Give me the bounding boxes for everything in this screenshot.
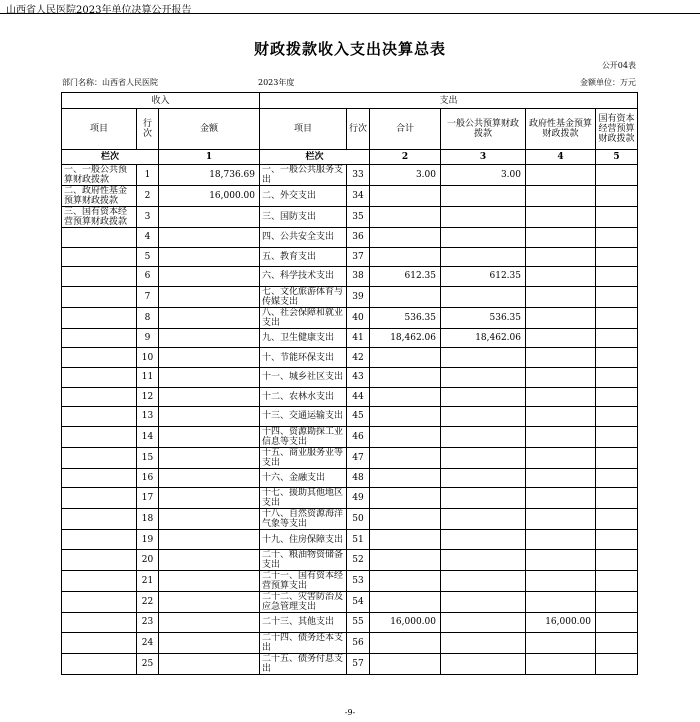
table-row: [62, 367, 638, 387]
income-amount: 16,000.00: [159, 186, 260, 207]
income-amount: [159, 407, 260, 427]
table-row: [62, 653, 638, 674]
total-amount: [370, 407, 441, 427]
state-capital-amount: [596, 307, 638, 328]
income-amount: [159, 387, 260, 407]
fiscal-year: 2023年度: [258, 78, 295, 87]
table-row: [62, 286, 638, 307]
income-row-no: 17: [137, 488, 159, 509]
fund-budget-amount: [526, 207, 596, 228]
state-capital-amount: [596, 509, 638, 530]
general-budget-amount: 3.00: [441, 165, 526, 186]
general-budget-amount: [441, 468, 526, 488]
income-amount: [159, 530, 260, 550]
index-label: 栏次: [62, 150, 159, 165]
fund-budget-amount: [526, 509, 596, 530]
income-amount: [159, 488, 260, 509]
general-budget-amount: [441, 653, 526, 674]
expense-item: 十四、资源勘探工业信息等支出: [260, 426, 347, 447]
income-row-no: 14: [137, 426, 159, 447]
income-item: [62, 488, 137, 509]
income-row-no: 2: [137, 186, 159, 207]
income-item: [62, 407, 137, 427]
total-amount: [370, 426, 441, 447]
total-amount: [370, 632, 441, 653]
fund-budget-amount: [526, 165, 596, 186]
income-amount: [159, 468, 260, 488]
total-amount: [370, 570, 441, 591]
expense-item: 二十四、债务还本支出: [260, 632, 347, 653]
expense-row-no: 33: [347, 165, 370, 186]
fund-budget-amount: [526, 468, 596, 488]
income-amount: [159, 328, 260, 348]
state-capital-amount: [596, 488, 638, 509]
index-5: 5: [596, 150, 638, 165]
total-amount: [370, 387, 441, 407]
table-row: [62, 612, 638, 632]
index-2: 2: [370, 150, 441, 165]
expense-row-no: 35: [347, 207, 370, 228]
general-budget-amount: 18,462.06: [441, 328, 526, 348]
expense-row-no: 43: [347, 367, 370, 387]
income-item: [62, 570, 137, 591]
fund-budget-amount: [526, 348, 596, 368]
income-row-no: 23: [137, 612, 159, 632]
total-amount: [370, 186, 441, 207]
income-amount: 18,736.69: [159, 165, 260, 186]
expense-item: 二十一、国有资本经营预算支出: [260, 570, 347, 591]
total-amount: [370, 207, 441, 228]
total-amount: [370, 509, 441, 530]
expense-item: 十一、城乡社区支出: [260, 367, 347, 387]
header-general-budget: 一般公共预算财政拨款: [441, 109, 526, 150]
state-capital-amount: [596, 570, 638, 591]
income-row-no: 20: [137, 549, 159, 570]
expense-row-no: 48: [347, 468, 370, 488]
income-item: [62, 632, 137, 653]
total-amount: [370, 468, 441, 488]
income-item: [62, 468, 137, 488]
income-item: [62, 328, 137, 348]
expense-item: 十八、自然资源海洋气象等支出: [260, 509, 347, 530]
income-item: [62, 426, 137, 447]
income-amount: [159, 367, 260, 387]
income-amount: [159, 632, 260, 653]
page-title: 财政拨款收入支出决算总表: [253, 40, 446, 58]
general-budget-amount: [441, 447, 526, 468]
fund-budget-amount: [526, 653, 596, 674]
table-row: [62, 165, 638, 186]
expense-row-no: 36: [347, 228, 370, 248]
general-budget-amount: [441, 387, 526, 407]
state-capital-amount: [596, 207, 638, 228]
expense-item: 十六、金融支出: [260, 468, 347, 488]
header-income-row-no: 行次: [137, 109, 159, 150]
income-row-no: 1: [137, 165, 159, 186]
header-expense-item: 项目: [260, 109, 347, 150]
expense-row-no: 55: [347, 612, 370, 632]
table-row: [62, 407, 638, 427]
state-capital-amount: [596, 367, 638, 387]
expense-row-no: 34: [347, 186, 370, 207]
general-budget-amount: [441, 530, 526, 550]
state-capital-amount: [596, 530, 638, 550]
income-item: [62, 307, 137, 328]
income-row-no: 13: [137, 407, 159, 427]
general-budget-amount: [441, 591, 526, 612]
expense-item: 四、公共安全支出: [260, 228, 347, 248]
index-label-2: 栏次: [260, 150, 370, 165]
total-amount: [370, 286, 441, 307]
expense-item: 二十、粮油物资储备支出: [260, 549, 347, 570]
income-item: [62, 267, 137, 287]
expense-section-label: 支出: [260, 93, 638, 109]
income-item: 一、一般公共预算财政拨款: [62, 165, 137, 186]
income-row-no: 9: [137, 328, 159, 348]
general-budget-amount: [441, 367, 526, 387]
general-budget-amount: [441, 348, 526, 368]
state-capital-amount: [596, 186, 638, 207]
expense-item: 一、一般公共服务支出: [260, 165, 347, 186]
fund-budget-amount: [526, 228, 596, 248]
expense-item: 二、外交支出: [260, 186, 347, 207]
income-item: [62, 549, 137, 570]
income-row-no: 22: [137, 591, 159, 612]
expense-row-no: 38: [347, 267, 370, 287]
fund-budget-amount: [526, 307, 596, 328]
table-row: [62, 307, 638, 328]
income-amount: [159, 207, 260, 228]
fund-budget-amount: [526, 387, 596, 407]
general-budget-amount: 536.35: [441, 307, 526, 328]
income-row-no: 5: [137, 247, 159, 267]
expense-item: 十七、援助其他地区支出: [260, 488, 347, 509]
expense-row-no: 37: [347, 247, 370, 267]
income-amount: [159, 247, 260, 267]
total-amount: 536.35: [370, 307, 441, 328]
general-budget-amount: [441, 509, 526, 530]
header-expense-row-no: 行次: [347, 109, 370, 150]
fund-budget-amount: [526, 591, 596, 612]
form-number: 公开04表: [601, 61, 636, 70]
state-capital-amount: [596, 653, 638, 674]
table-row: [62, 247, 638, 267]
fund-budget-amount: [526, 447, 596, 468]
general-budget-amount: [441, 207, 526, 228]
fund-budget-amount: [526, 570, 596, 591]
general-budget-amount: [441, 570, 526, 591]
fund-budget-amount: [526, 247, 596, 267]
general-budget-amount: [441, 247, 526, 267]
total-amount: [370, 447, 441, 468]
income-row-no: 10: [137, 348, 159, 368]
expense-item: 十二、农林水支出: [260, 387, 347, 407]
table-row: [62, 328, 638, 348]
expense-row-no: 50: [347, 509, 370, 530]
income-row-no: 25: [137, 653, 159, 674]
state-capital-amount: [596, 549, 638, 570]
income-row-no: 4: [137, 228, 159, 248]
table-row: [62, 426, 638, 447]
column-index-row: [62, 150, 638, 165]
income-item: [62, 591, 137, 612]
section-header-row: [62, 93, 638, 109]
expense-row-no: 40: [347, 307, 370, 328]
income-amount: [159, 612, 260, 632]
income-item: 二、政府性基金预算财政拨款: [62, 186, 137, 207]
table-row: [62, 447, 638, 468]
income-amount: [159, 591, 260, 612]
department-name: 部门名称：山西省人民医院: [62, 78, 158, 87]
income-row-no: 18: [137, 509, 159, 530]
table-row: [62, 632, 638, 653]
state-capital-amount: [596, 228, 638, 248]
column-header-row: [62, 109, 638, 150]
expense-row-no: 45: [347, 407, 370, 427]
header-income-item: 项目: [62, 109, 137, 150]
table-row: [62, 591, 638, 612]
income-amount: [159, 348, 260, 368]
table-row: [62, 387, 638, 407]
index-1: 1: [159, 150, 260, 165]
expense-item: 二十二、灾害防治及应急管理支出: [260, 591, 347, 612]
expense-row-no: 57: [347, 653, 370, 674]
expense-row-no: 44: [347, 387, 370, 407]
income-row-no: 6: [137, 267, 159, 287]
page-number: -9-: [344, 708, 356, 717]
income-row-no: 16: [137, 468, 159, 488]
general-budget-amount: [441, 186, 526, 207]
general-budget-amount: [441, 286, 526, 307]
table-row: [62, 468, 638, 488]
expense-item: 十三、交通运输支出: [260, 407, 347, 427]
total-amount: [370, 488, 441, 509]
amount-unit: 金额单位：万元: [580, 78, 636, 87]
fund-budget-amount: [526, 549, 596, 570]
total-amount: [370, 228, 441, 248]
expense-item: 二十五、债务付息支出: [260, 653, 347, 674]
header-fund-budget: 政府性基金预算财政拨款: [526, 109, 596, 150]
header-amount: 金额: [159, 109, 260, 150]
income-amount: [159, 447, 260, 468]
total-amount: 18,462.06: [370, 328, 441, 348]
general-budget-amount: 612.35: [441, 267, 526, 287]
total-amount: [370, 530, 441, 550]
expense-item: 十、节能环保支出: [260, 348, 347, 368]
income-amount: [159, 509, 260, 530]
state-capital-amount: [596, 591, 638, 612]
expense-item: 九、卫生健康支出: [260, 328, 347, 348]
fund-budget-amount: [526, 530, 596, 550]
income-item: 三、国有资本经营预算财政拨款: [62, 207, 137, 228]
state-capital-amount: [596, 348, 638, 368]
fund-budget-amount: [526, 488, 596, 509]
table-row: [62, 348, 638, 368]
income-row-no: 8: [137, 307, 159, 328]
expense-item: 七、文化旅游体育与传媒支出: [260, 286, 347, 307]
expense-row-no: 47: [347, 447, 370, 468]
income-item: [62, 348, 137, 368]
expense-item: 十九、住房保障支出: [260, 530, 347, 550]
table-row: [62, 488, 638, 509]
state-capital-amount: [596, 267, 638, 287]
income-amount: [159, 228, 260, 248]
general-budget-amount: [441, 632, 526, 653]
table-row: [62, 186, 638, 207]
expense-row-no: 51: [347, 530, 370, 550]
table-row: [62, 267, 638, 287]
fund-budget-amount: [526, 407, 596, 427]
general-budget-amount: [441, 426, 526, 447]
expense-item: 二十三、其他支出: [260, 612, 347, 632]
table-row: [62, 530, 638, 550]
general-budget-amount: [441, 407, 526, 427]
income-amount: [159, 570, 260, 591]
income-item: [62, 247, 137, 267]
page-header: 山西省人民医院2023年单位决算公开报告: [6, 5, 192, 16]
income-row-no: 11: [137, 367, 159, 387]
table-row: [62, 549, 638, 570]
general-budget-amount: [441, 612, 526, 632]
index-4: 4: [526, 150, 596, 165]
total-amount: [370, 367, 441, 387]
income-amount: [159, 549, 260, 570]
fund-budget-amount: [526, 186, 596, 207]
header-divider: [0, 13, 700, 14]
income-amount: [159, 286, 260, 307]
total-amount: [370, 348, 441, 368]
header-total: 合计: [370, 109, 441, 150]
income-item: [62, 286, 137, 307]
income-item: [62, 387, 137, 407]
income-row-no: 7: [137, 286, 159, 307]
fund-budget-amount: [526, 267, 596, 287]
income-item: [62, 447, 137, 468]
total-amount: [370, 247, 441, 267]
summary-table: [61, 92, 638, 675]
income-item: [62, 612, 137, 632]
expense-row-no: 42: [347, 348, 370, 368]
total-amount: 3.00: [370, 165, 441, 186]
state-capital-amount: [596, 165, 638, 186]
total-amount: 16,000.00: [370, 612, 441, 632]
fund-budget-amount: [526, 328, 596, 348]
expense-row-no: 49: [347, 488, 370, 509]
expense-item: 三、国防支出: [260, 207, 347, 228]
income-row-no: 12: [137, 387, 159, 407]
fund-budget-amount: [526, 632, 596, 653]
total-amount: [370, 653, 441, 674]
state-capital-amount: [596, 426, 638, 447]
state-capital-amount: [596, 612, 638, 632]
income-item: [62, 653, 137, 674]
fund-budget-amount: [526, 286, 596, 307]
income-row-no: 24: [137, 632, 159, 653]
general-budget-amount: [441, 228, 526, 248]
fund-budget-amount: [526, 367, 596, 387]
expense-item: 六、科学技术支出: [260, 267, 347, 287]
income-section-label: 收入: [62, 93, 260, 109]
expense-item: 五、教育支出: [260, 247, 347, 267]
state-capital-amount: [596, 328, 638, 348]
expense-row-no: 46: [347, 426, 370, 447]
income-item: [62, 509, 137, 530]
fund-budget-amount: 16,000.00: [526, 612, 596, 632]
income-amount: [159, 267, 260, 287]
state-capital-amount: [596, 468, 638, 488]
state-capital-amount: [596, 632, 638, 653]
income-amount: [159, 307, 260, 328]
state-capital-amount: [596, 407, 638, 427]
general-budget-amount: [441, 549, 526, 570]
state-capital-amount: [596, 247, 638, 267]
general-budget-amount: [441, 488, 526, 509]
income-row-no: 21: [137, 570, 159, 591]
expense-row-no: 54: [347, 591, 370, 612]
table-row: [62, 570, 638, 591]
income-amount: [159, 653, 260, 674]
income-amount: [159, 426, 260, 447]
state-capital-amount: [596, 447, 638, 468]
state-capital-amount: [596, 387, 638, 407]
income-row-no: 19: [137, 530, 159, 550]
table-row: [62, 509, 638, 530]
expense-row-no: 39: [347, 286, 370, 307]
expense-item: 十五、商业服务业等支出: [260, 447, 347, 468]
income-item: [62, 530, 137, 550]
income-item: [62, 367, 137, 387]
expense-row-no: 56: [347, 632, 370, 653]
expense-row-no: 52: [347, 549, 370, 570]
fund-budget-amount: [526, 426, 596, 447]
expense-item: 八、社会保障和就业支出: [260, 307, 347, 328]
total-amount: [370, 549, 441, 570]
total-amount: 612.35: [370, 267, 441, 287]
table-row: [62, 207, 638, 228]
state-capital-amount: [596, 286, 638, 307]
income-row-no: 3: [137, 207, 159, 228]
index-3: 3: [441, 150, 526, 165]
total-amount: [370, 591, 441, 612]
income-row-no: 15: [137, 447, 159, 468]
expense-row-no: 41: [347, 328, 370, 348]
expense-row-no: 53: [347, 570, 370, 591]
header-state-capital-budget: 国有资本经营预算财政拨款: [596, 109, 638, 150]
table-row: [62, 228, 638, 248]
income-item: [62, 228, 137, 248]
